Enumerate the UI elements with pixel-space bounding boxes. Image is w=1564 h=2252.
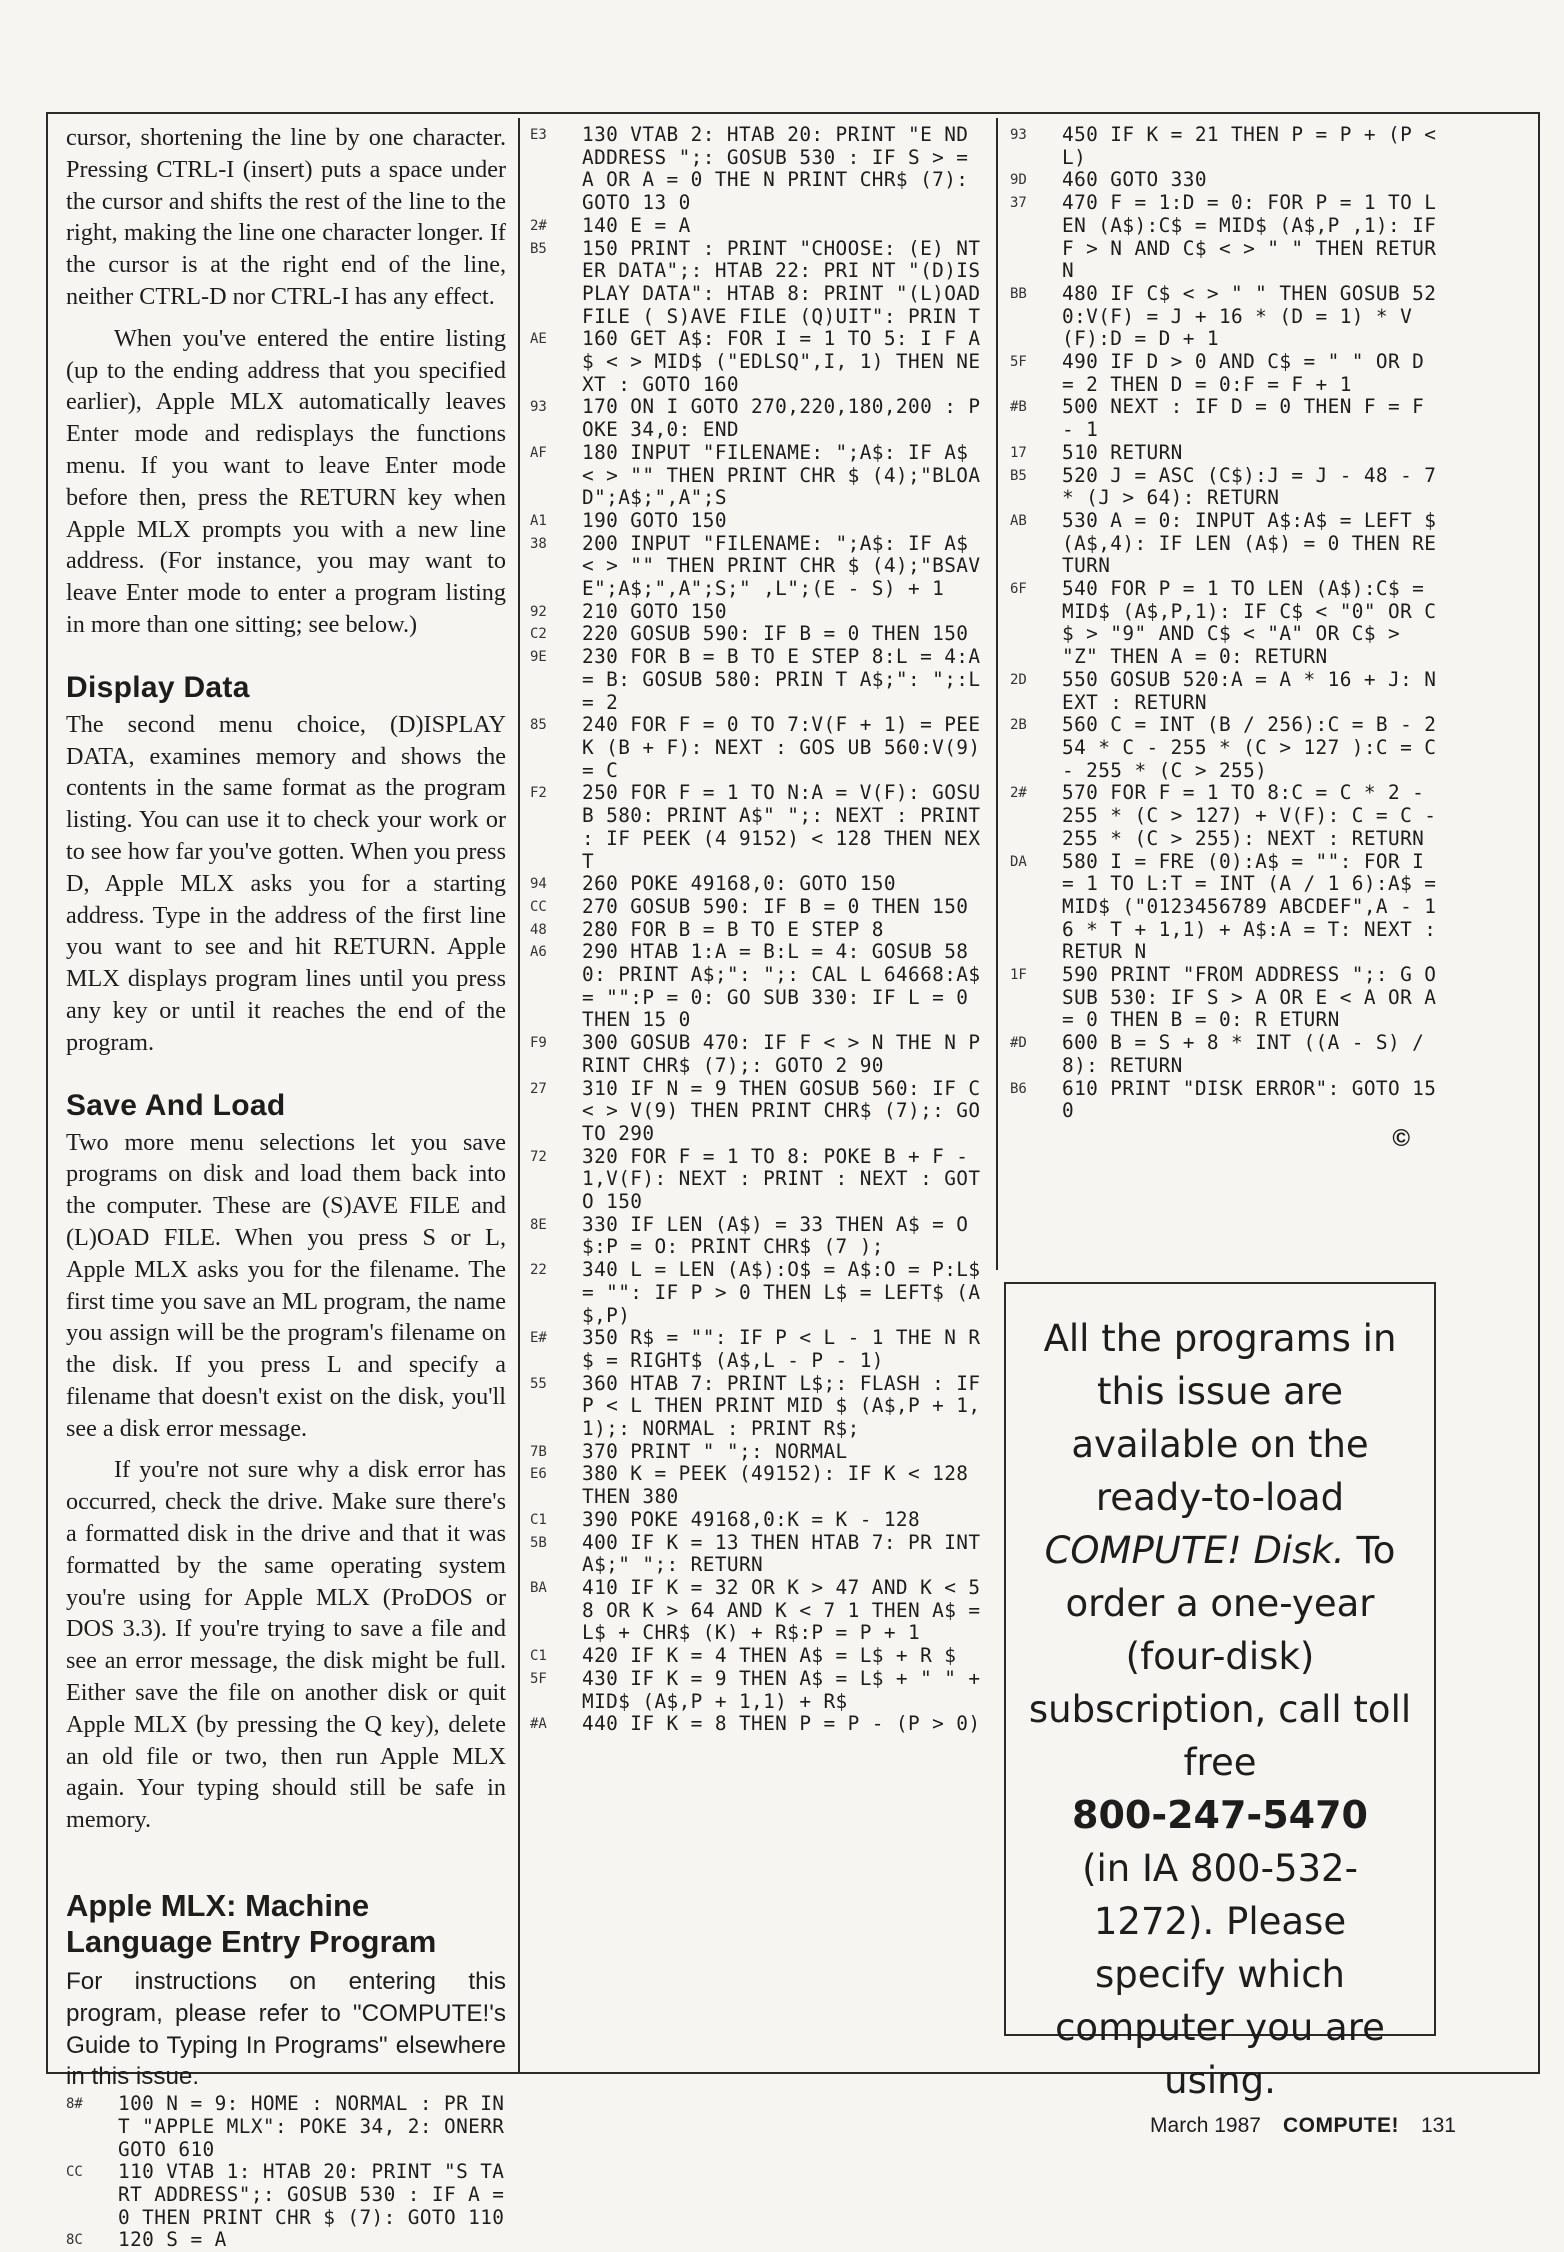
body-paragraph-2: When you've entered the entire listing (up to the ending address that you specified earlier), Apple MLX automatically leaves Enter mode and redisplays the functions menu. If you want to leave Enter mode before then, press the RETURN key when Apple MLX prompts you with a new line address. (For instance, you may want to leave Enter mode to enter a program listing in more than one sitting; see below.) bbox=[66, 324, 506, 638]
listing-line bbox=[1010, 713, 1449, 782]
listing-line bbox=[530, 510, 990, 533]
checksum: 1F bbox=[1010, 967, 1027, 984]
checksum: #A bbox=[530, 1716, 547, 1733]
checksum: 9D bbox=[1010, 172, 1027, 189]
checksum: E6 bbox=[530, 1466, 547, 1483]
checksum: 2# bbox=[1010, 785, 1027, 802]
code-text: 310 IF N = 9 THEN GOSUB 560: IF C < > V(9) THEN PRINT CHR$ (7);: GOTO 290 bbox=[582, 1076, 993, 1145]
body-paragraph-1: cursor, shortening the line by one character. Pressing CTRL-I (insert) puts a space under the cursor and shifts the rest of the line to the right, making the line one character longer. If the cursor is at the right end of the line, neither CTRL-D nor CTRL-I has any effect. bbox=[66, 124, 506, 310]
code-text: 390 POKE 49168,0:K = K - 128 bbox=[582, 1507, 921, 1531]
checksum: 93 bbox=[1010, 127, 1027, 143]
checksum: 9E bbox=[530, 649, 547, 666]
code-text: 110 VTAB 1: HTAB 20: PRINT "S TART ADDRESS";: GOSUB 530 : IF A = 0 THEN PRINT CHR $ (7): GOTO 110 bbox=[118, 2160, 517, 2229]
code-text: 360 HTAB 7: PRINT L$;: FLASH : IF P < L THEN PRINT MID $ (A$,P + 1,1);: NORMAL : PRINT R$; bbox=[582, 1371, 993, 1441]
code-text: 230 FOR B = B TO E STEP 8:L = 4:A = B: GOSUB 580: PRIN T A$;": ";:L = 2 bbox=[582, 645, 993, 714]
listing-line bbox=[66, 2092, 517, 2161]
listing-line bbox=[530, 124, 990, 215]
listing-line bbox=[1010, 396, 1440, 441]
listing-line bbox=[530, 919, 990, 942]
listing-line bbox=[530, 1441, 990, 1464]
checksum: E# bbox=[530, 1330, 547, 1347]
code-text: 280 FOR B = B TO E STEP 8 bbox=[582, 917, 884, 941]
code-text: 550 GOSUB 520:A = A * 16 + J: NEXT : RETURN bbox=[1062, 667, 1437, 714]
checksum: C2 bbox=[530, 626, 547, 643]
listing-line bbox=[530, 1530, 993, 1577]
listing-line bbox=[530, 1463, 990, 1508]
listing-line bbox=[530, 1666, 993, 1713]
listing-right bbox=[1010, 123, 1449, 1123]
checksum: 85 bbox=[530, 717, 547, 734]
code-text: 190 GOTO 150 bbox=[582, 508, 727, 532]
checksum: 5F bbox=[530, 1670, 547, 1687]
checksum: BB bbox=[1010, 285, 1027, 302]
checksum: 92 bbox=[530, 603, 547, 620]
listing-line bbox=[530, 1146, 990, 1214]
middle-column bbox=[530, 123, 993, 1736]
checksum: 8E bbox=[530, 1216, 547, 1233]
code-text: 210 GOTO 150 bbox=[582, 599, 727, 623]
ad-disk-name: COMPUTE! Disk. bbox=[1044, 1529, 1345, 1572]
checksum: AB bbox=[1010, 512, 1027, 529]
code-text: 120 S = A bbox=[118, 2228, 227, 2252]
checksum: 37 bbox=[1010, 195, 1027, 212]
code-text: 300 GOSUB 470: IF F < > N THE N PRINT CHR$ (7);: GOTO 2 90 bbox=[582, 1031, 981, 1077]
listing-left bbox=[66, 2092, 517, 2252]
listing-line bbox=[1010, 1032, 1440, 1077]
checksum: CC bbox=[530, 898, 547, 915]
listing-line bbox=[530, 645, 993, 714]
checksum: 72 bbox=[530, 1148, 547, 1165]
checksum: DA bbox=[1010, 853, 1027, 870]
heading-display-data: Display Data bbox=[66, 670, 250, 704]
listing-line bbox=[1010, 191, 1449, 283]
code-text: 270 GOSUB 590: IF B = 0 THEN 150 bbox=[582, 894, 969, 918]
body-paragraph-5: If you're not sure why a disk error has occurred, check the drive. Make sure there's a formatted disk in the drive and that it was formatted by the same operating system you're using for Apple MLX (ProDOS or DOS 3.3). If you're trying to save a file and see an error message, the disk might be full. Either save the file on another disk or quit Apple MLX (by pressing the Q key), delete an old file or two, then run Apple MLX again. Your typing should still be safe in memory. bbox=[66, 1456, 506, 1834]
listing-line bbox=[1010, 442, 1440, 465]
checksum: 6F bbox=[1010, 581, 1027, 598]
checksum: 48 bbox=[530, 921, 547, 938]
code-text: 510 RETURN bbox=[1062, 440, 1183, 464]
listing-line bbox=[530, 713, 993, 782]
ad-phone: 800-247-5470 bbox=[1072, 1793, 1368, 1837]
listing-line bbox=[530, 1327, 990, 1372]
code-text: 500 NEXT : IF D = 0 THEN F = F - 1 bbox=[1062, 395, 1437, 442]
footer-page-number: 131 bbox=[1420, 2114, 1456, 2137]
listing-line bbox=[1010, 123, 1449, 169]
ad-text-3: (in IA 800-532-1272). Please specify which computer you are using. bbox=[1055, 1847, 1385, 2102]
program-title: Apple MLX: Machine Language Entry Program bbox=[66, 1888, 437, 1960]
right-column bbox=[1010, 123, 1449, 1153]
code-text: 160 GET A$: FOR I = 1 TO 5: I F A$ < > MID$ ("EDLSQ",I, 1) THEN NEXT : GOTO 160 bbox=[582, 327, 981, 396]
code-text: 580 I = FRE (0):A$ = "": FOR I = 1 TO L:T = INT (A / 1 6):A$ = MID$ ("0123456789 ABCDEF",A - 16 * T + 1,1) + A$:A = T: NEXT : RETUR N bbox=[1062, 849, 1449, 964]
listing-line bbox=[1010, 508, 1449, 578]
code-text: 450 IF K = 21 THEN P = P + (P < L) bbox=[1062, 123, 1449, 169]
page-footer bbox=[1150, 2114, 1456, 2138]
heading-save-and-load: Save And Load bbox=[66, 1088, 286, 1122]
checksum: #D bbox=[1010, 1035, 1027, 1052]
footer-magazine: COMPUTE! bbox=[1282, 2114, 1399, 2137]
code-text: 610 PRINT "DISK ERROR": GOTO 150 bbox=[1062, 1076, 1437, 1123]
code-text: 380 K = PEEK (49152): IF K < 128 THEN 380 bbox=[582, 1462, 981, 1509]
code-text: 430 IF K = 9 THEN A$ = L$ + " " + MID$ (A$,P + 1,1) + R$ bbox=[582, 1666, 993, 1713]
listing-line bbox=[530, 442, 990, 510]
code-text: 440 IF K = 8 THEN P = P - (P > 0) bbox=[582, 1712, 981, 1736]
code-text: 490 IF D > 0 AND C$ = " " OR D = 2 THEN D = 0:F = F + 1 bbox=[1062, 350, 1437, 396]
checksum: 17 bbox=[1010, 444, 1027, 461]
code-text: 200 INPUT "FILENAME: ";A$: IF A$ < > "" THEN PRINT CHR $ (4);"BSAVE";A$;",A";S;" ,L";(E - S) + 1 bbox=[582, 531, 981, 601]
code-text: 400 IF K = 13 THEN HTAB 7: PR INT A$;" ";: RETURN bbox=[582, 1530, 993, 1577]
listing-line bbox=[530, 1214, 990, 1259]
listing-line bbox=[530, 873, 990, 896]
checksum: 5F bbox=[1010, 354, 1027, 371]
checksum: B5 bbox=[530, 240, 547, 257]
checksum: F2 bbox=[530, 785, 547, 802]
code-text: 290 HTAB 1:A = B:L = 4: GOSUB 580: PRINT A$;": ";: CAL L 64668:A$ = "":P = 0: GO SUB 330: IF L = 0 THEN 15 0 bbox=[582, 940, 993, 1032]
code-text: 470 F = 1:D = 0: FOR P = 1 TO LEN (A$):C$ = MID$ (A$,P ,1): IF F > N AND C$ < > " " THEN RETURN bbox=[1062, 191, 1449, 283]
listing-line bbox=[530, 1076, 993, 1146]
code-text: 220 GOSUB 590: IF B = 0 THEN 150 bbox=[582, 622, 969, 646]
code-text: 100 N = 9: HOME : NORMAL : PR INT "APPLE MLX": POKE 34, 2: ONERR GOTO 610 bbox=[118, 2092, 517, 2161]
column-divider-right bbox=[996, 118, 998, 1270]
code-text: 540 FOR P = 1 TO LEN (A$):C$ = MID$ (A$,P,1): IF C$ < "0" OR C$ > "9" AND C$ < "A" OR C$ > "Z" THEN A = 0: RETURN bbox=[1062, 577, 1437, 669]
listing-line bbox=[530, 623, 990, 646]
checksum: E3 bbox=[530, 127, 547, 143]
code-text: 560 C = INT (B / 256):C = B - 254 * C - 255 * (C > 127 ):C = C - 255 * (C > 255) bbox=[1062, 713, 1449, 782]
code-text: 590 PRINT "FROM ADDRESS ";: G OSUB 530: IF S > A OR E < A OR A = 0 THEN B = 0: R ETURN bbox=[1062, 963, 1449, 1032]
program-instructions: For instructions on entering this program, please refer to "COMPUTE!'s Guide to Typing In Programs" elsewhere in this issue. bbox=[66, 1968, 506, 2091]
checksum: 7B bbox=[530, 1443, 547, 1460]
checksum: 8C bbox=[66, 2232, 83, 2249]
listing-line bbox=[1010, 963, 1449, 1032]
listing-line bbox=[530, 328, 990, 396]
listing-line bbox=[530, 1258, 993, 1327]
code-text: 320 FOR F = 1 TO 8: POKE B + F - 1,V(F): NEXT : PRINT : NEXT : GOTO 150 bbox=[582, 1144, 981, 1214]
checksum: 8# bbox=[66, 2096, 83, 2113]
checksum: 22 bbox=[530, 1262, 547, 1279]
code-text: 250 FOR F = 1 TO N:A = V(F): GOSUB 580: PRINT A$" ";: NEXT : PRINT : IF PEEK (4 9152) < 128 THEN NEXT bbox=[582, 781, 993, 873]
checksum: #B bbox=[1010, 399, 1027, 416]
listing-line bbox=[530, 396, 990, 441]
code-text: 240 FOR F = 0 TO 7:V(F + 1) = PEEK (B + F): NEXT : GOS UB 560:V(9) = C bbox=[582, 713, 993, 782]
checksum: 27 bbox=[530, 1080, 547, 1097]
listing-line bbox=[530, 601, 990, 624]
listing-line bbox=[1010, 781, 1449, 850]
listing-line bbox=[1010, 351, 1440, 396]
body-paragraph-3: The second menu choice, (D)ISPLAY DATA, examines memory and shows the contents in the same format as the program listing. You can use it to check your work or to see how far you've gotten. When you press D, Apple MLX asks you for a starting address. Type in the address of the first line you want to see and hit RETURN. Apple MLX displays program lines until you press any key or until it reaches the end of the program. bbox=[66, 710, 506, 1056]
listing-line bbox=[530, 1713, 990, 1736]
listing-line bbox=[1010, 169, 1440, 192]
code-text: 180 INPUT "FILENAME: ";A$: IF A$ < > "" THEN PRINT CHR $ (4);"BLOAD";A$;",A";S bbox=[582, 440, 981, 510]
listing-line bbox=[530, 1509, 990, 1532]
disk-ad-box bbox=[1004, 1282, 1436, 2102]
checksum: F9 bbox=[530, 1035, 547, 1052]
listing-line bbox=[1010, 669, 1440, 714]
checksum: 5B bbox=[530, 1534, 547, 1551]
checksum: A1 bbox=[530, 512, 547, 529]
checksum: B5 bbox=[1010, 467, 1027, 484]
code-text: 370 PRINT " ";: NORMAL bbox=[582, 1439, 848, 1463]
listing-line bbox=[530, 1645, 990, 1668]
listing-line bbox=[66, 2160, 517, 2229]
listing-line bbox=[1010, 283, 1440, 351]
code-text: 570 FOR F = 1 TO 8:C = C * 2 - 255 * (C > 127) + V(F): C = C - 255 * (C > 255): NEXT : RETURN bbox=[1062, 781, 1449, 850]
left-column bbox=[66, 122, 517, 2252]
checksum: 2# bbox=[530, 217, 547, 234]
ad-text-1: All the programs in this issue are available on the ready-to-load bbox=[1043, 1317, 1397, 1519]
listing-line bbox=[530, 533, 990, 601]
code-text: 150 PRINT : PRINT "CHOOSE: (E) NTER DATA";: HTAB 22: PRI NT "(D)ISPLAY DATA": HTAB 8: PRINT "(L)OAD FILE ( S)AVE FILE (Q)UIT": PRIN T bbox=[582, 236, 993, 328]
code-text: 600 B = S + 8 * INT ((A - S) / 8): RETURN bbox=[1062, 1031, 1437, 1077]
code-text: 410 IF K = 32 OR K > 47 AND K < 58 OR K > 64 AND K < 7 1 THEN A$ = L$ + CHR$ (K) + R$:P = P + 1 bbox=[582, 1576, 993, 1645]
listing-line bbox=[530, 940, 993, 1032]
checksum: BA bbox=[530, 1580, 547, 1596]
listing-line bbox=[1010, 578, 1440, 669]
listing-line bbox=[530, 781, 993, 873]
checksum: 38 bbox=[530, 535, 547, 552]
listing-line bbox=[530, 1032, 990, 1077]
listing-line bbox=[1010, 849, 1449, 965]
code-text: 460 GOTO 330 bbox=[1062, 168, 1207, 192]
checksum: B6 bbox=[1010, 1080, 1027, 1097]
copyright-mark: © bbox=[1392, 1124, 1410, 1152]
footer-date: March 1987 bbox=[1150, 2114, 1261, 2137]
code-text: 260 POKE 49168,0: GOTO 150 bbox=[582, 872, 896, 896]
body-paragraph-4: Two more menu selections let you save programs on disk and load them back into the computer. These are (S)AVE FILE and (L)OAD FILE. When you press S or L, Apple MLX asks you for the filename. The first time you save an ML program, the name you assign will be the program's filename on the disk. If you press L and specify a filename that doesn't exist on the disk, you'll see a disk error message. bbox=[66, 1128, 506, 1442]
code-text: 340 L = LEN (A$):O$ = A$:O = P:L$ = "": IF P > 0 THEN L$ = LEFT$ (A$,P) bbox=[582, 1258, 993, 1327]
column-divider-left bbox=[518, 118, 520, 2074]
listing-line bbox=[530, 1371, 993, 1441]
checksum: 2D bbox=[1010, 671, 1027, 688]
checksum: 94 bbox=[530, 876, 547, 893]
code-text: 420 IF K = 4 THEN A$ = L$ + R $ bbox=[582, 1644, 957, 1668]
code-text: 330 IF LEN (A$) = 33 THEN A$ = O$:P = O: PRINT CHR$ (7 ); bbox=[582, 1212, 969, 1259]
code-text: 480 IF C$ < > " " THEN GOSUB 520:V(F) = J + 16 * (D = 1) * V(F):D = D + 1 bbox=[1062, 281, 1437, 351]
checksum: 2B bbox=[1010, 717, 1027, 734]
checksum: AE bbox=[530, 331, 547, 348]
code-text: 350 R$ = "": IF P < L - 1 THE N R$ = RIGHT$ (A$,L - P - 1) bbox=[582, 1326, 981, 1372]
code-text: 140 E = A bbox=[582, 213, 691, 237]
listing-line bbox=[530, 1576, 993, 1645]
listing-line bbox=[1010, 1078, 1440, 1123]
checksum: C1 bbox=[530, 1648, 547, 1665]
checksum: 93 bbox=[530, 399, 547, 416]
checksum: C1 bbox=[530, 1511, 547, 1528]
checksum: 55 bbox=[530, 1375, 547, 1392]
code-text: 530 A = 0: INPUT A$:A$ = LEFT $ (A$,4): IF LEN (A$) = 0 THEN RETURN bbox=[1062, 508, 1449, 578]
listing-line bbox=[1010, 463, 1449, 510]
checksum: A6 bbox=[530, 944, 547, 961]
listing-line bbox=[530, 215, 990, 238]
listing-middle bbox=[530, 123, 993, 1736]
code-text: 520 J = ASC (C$):J = J - 48 - 7 * (J > 64): RETURN bbox=[1062, 463, 1449, 510]
ad-text-2: To order a one-year (four-disk) subscription, call toll free bbox=[1028, 1529, 1412, 1784]
code-text: 170 ON I GOTO 270,220,180,200 : POKE 34,0: END bbox=[582, 395, 981, 442]
checksum: CC bbox=[66, 2164, 83, 2181]
checksum: AF bbox=[530, 444, 547, 461]
listing-line bbox=[530, 236, 993, 329]
listing-line bbox=[66, 2229, 506, 2252]
listing-line bbox=[530, 896, 990, 919]
code-text: 130 VTAB 2: HTAB 20: PRINT "E ND ADDRESS ";: GOSUB 530 : IF S > = A OR A = 0 THE N PRINT CHR$ (7): GOTO 13 0 bbox=[582, 123, 981, 215]
